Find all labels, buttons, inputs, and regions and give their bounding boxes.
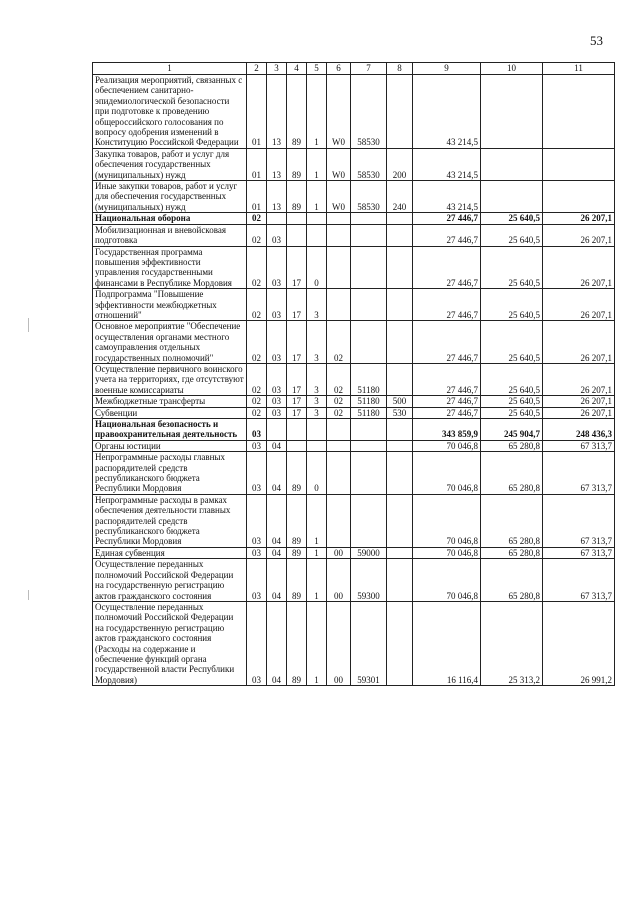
row-name-cell: Непрограммные расходы в рамках обеспечения деятельности главных распорядителей средств республиканского бюджета Республики Мордовия <box>93 494 247 547</box>
amount-2021-cell: 70 046,8 <box>413 559 481 602</box>
direction-code-cell <box>351 419 387 441</box>
column-header: 1 <box>93 63 247 75</box>
amount-2022-cell: 25 640,5 <box>481 407 543 418</box>
section-code-cell: 03 <box>247 440 267 451</box>
amount-2021-cell: 70 046,8 <box>413 452 481 495</box>
table-row <box>93 440 615 451</box>
subprogram-code-cell: 1 <box>307 547 327 558</box>
row-name-cell: Осуществление переданных полномочий Российской Федерации на государственную регистрацию актов гражданского состояния (Расходы на содержание и обеспечение функций органа государственной власти Республики Мордовия) <box>93 601 247 685</box>
table-body <box>93 75 615 686</box>
section-code-cell: 02 <box>247 224 267 246</box>
direction-code-cell: 59000 <box>351 547 387 558</box>
section-code-cell: 02 <box>247 407 267 418</box>
section-code-cell: 02 <box>247 396 267 407</box>
program-code-cell: 17 <box>287 246 307 289</box>
subsection-code-cell: 13 <box>267 181 287 213</box>
subsection-code-cell <box>267 419 287 441</box>
amount-2023-cell: 26 207,1 <box>543 213 615 224</box>
program-code-cell: 89 <box>287 75 307 149</box>
amount-2021-cell: 27 446,7 <box>413 213 481 224</box>
subprogram-code-cell: 3 <box>307 321 327 364</box>
event-code-cell <box>327 494 351 547</box>
event-code-cell <box>327 224 351 246</box>
event-code-cell <box>327 419 351 441</box>
column-header: 11 <box>543 63 615 75</box>
event-code-cell: W0 <box>327 181 351 213</box>
subprogram-code-cell: 0 <box>307 246 327 289</box>
program-code-cell: 89 <box>287 148 307 180</box>
expense-type-cell <box>387 224 413 246</box>
subsection-code-cell: 04 <box>267 440 287 451</box>
expense-type-cell <box>387 440 413 451</box>
page-number: 53 <box>590 33 603 48</box>
program-code-cell: 17 <box>287 363 307 395</box>
row-name-cell: Единая субвенция <box>93 547 247 558</box>
expense-type-cell <box>387 321 413 364</box>
subsection-code-cell: 04 <box>267 547 287 558</box>
column-header: 2 <box>247 63 267 75</box>
table-row <box>93 601 615 685</box>
table-row <box>93 321 615 364</box>
event-code-cell <box>327 440 351 451</box>
amount-2022-cell <box>481 75 543 149</box>
section-code-cell: 01 <box>247 148 267 180</box>
row-name-cell: Мобилизационная и вневойсковая подготовка <box>93 224 247 246</box>
table-row <box>93 75 615 149</box>
program-code-cell: 17 <box>287 321 307 364</box>
subsection-code-cell: 03 <box>267 363 287 395</box>
direction-code-cell <box>351 289 387 321</box>
amount-2023-cell: 26 207,1 <box>543 407 615 418</box>
amount-2021-cell: 70 046,8 <box>413 547 481 558</box>
subsection-code-cell: 13 <box>267 148 287 180</box>
row-name-cell: Основное мероприятие "Обеспечение осуществления органами местного самоуправления отдельных государственных полномочий" <box>93 321 247 364</box>
section-code-cell: 03 <box>247 452 267 495</box>
amount-2023-cell: 26 207,1 <box>543 289 615 321</box>
column-header: 5 <box>307 63 327 75</box>
amount-2022-cell: 65 280,8 <box>481 494 543 547</box>
amount-2023-cell: 26 207,1 <box>543 321 615 364</box>
amount-2022-cell: 25 640,5 <box>481 321 543 364</box>
direction-code-cell: 51180 <box>351 407 387 418</box>
scan-mark <box>28 590 29 600</box>
row-name-cell: Иные закупки товаров, работ и услуг для обеспечения государственных (муниципальных) нужд <box>93 181 247 213</box>
section-code-cell: 01 <box>247 181 267 213</box>
subprogram-code-cell <box>307 419 327 441</box>
direction-code-cell <box>351 213 387 224</box>
program-code-cell <box>287 419 307 441</box>
amount-2021-cell: 27 446,7 <box>413 407 481 418</box>
amount-2023-cell <box>543 148 615 180</box>
amount-2021-cell: 70 046,8 <box>413 440 481 451</box>
program-code-cell: 89 <box>287 452 307 495</box>
row-name-cell: Осуществление переданных полномочий Российской Федерации на государственную регистрацию актов гражданского состояния <box>93 559 247 602</box>
event-code-cell: 00 <box>327 559 351 602</box>
expense-type-cell <box>387 547 413 558</box>
amount-2023-cell <box>543 181 615 213</box>
expense-type-cell <box>387 75 413 149</box>
expense-type-cell: 530 <box>387 407 413 418</box>
amount-2023-cell <box>543 75 615 149</box>
column-header: 6 <box>327 63 351 75</box>
table-row <box>93 213 615 224</box>
direction-code-cell <box>351 246 387 289</box>
subprogram-code-cell: 3 <box>307 363 327 395</box>
direction-code-cell <box>351 452 387 495</box>
direction-code-cell: 58530 <box>351 181 387 213</box>
column-header: 9 <box>413 63 481 75</box>
direction-code-cell: 59300 <box>351 559 387 602</box>
amount-2023-cell: 67 313,7 <box>543 452 615 495</box>
subsection-code-cell <box>267 213 287 224</box>
amount-2022-cell: 65 280,8 <box>481 559 543 602</box>
subsection-code-cell: 03 <box>267 396 287 407</box>
subprogram-code-cell: 1 <box>307 75 327 149</box>
amount-2023-cell: 26 207,1 <box>543 363 615 395</box>
amount-2023-cell: 26 991,2 <box>543 601 615 685</box>
expense-type-cell <box>387 452 413 495</box>
expense-type-cell <box>387 601 413 685</box>
amount-2021-cell: 16 116,4 <box>413 601 481 685</box>
subprogram-code-cell <box>307 224 327 246</box>
expense-type-cell <box>387 494 413 547</box>
amount-2022-cell: 245 904,7 <box>481 419 543 441</box>
table-row <box>93 494 615 547</box>
subsection-code-cell: 13 <box>267 75 287 149</box>
table-row <box>93 289 615 321</box>
section-code-cell: 03 <box>247 494 267 547</box>
table-row <box>93 407 615 418</box>
table-row <box>93 559 615 602</box>
direction-code-cell: 58530 <box>351 75 387 149</box>
amount-2023-cell: 248 436,3 <box>543 419 615 441</box>
event-code-cell: 02 <box>327 407 351 418</box>
event-code-cell <box>327 289 351 321</box>
program-code-cell: 89 <box>287 601 307 685</box>
amount-2021-cell: 43 214,5 <box>413 75 481 149</box>
subsection-code-cell: 03 <box>267 246 287 289</box>
subprogram-code-cell: 0 <box>307 452 327 495</box>
amount-2023-cell: 26 207,1 <box>543 224 615 246</box>
event-code-cell: 00 <box>327 601 351 685</box>
subsection-code-cell: 04 <box>267 601 287 685</box>
table-row <box>93 148 615 180</box>
subprogram-code-cell: 1 <box>307 559 327 602</box>
row-name-cell: Закупка товаров, работ и услуг для обеспечения государственных (муниципальных) нужд <box>93 148 247 180</box>
amount-2022-cell: 25 640,5 <box>481 363 543 395</box>
amount-2022-cell: 25 640,5 <box>481 396 543 407</box>
program-code-cell: 89 <box>287 559 307 602</box>
expense-type-cell: 200 <box>387 148 413 180</box>
row-name-cell: Непрограммные расходы главных распорядителей средств республиканского бюджета Республики Мордовия <box>93 452 247 495</box>
amount-2023-cell: 67 313,7 <box>543 494 615 547</box>
amount-2021-cell: 27 446,7 <box>413 224 481 246</box>
subsection-code-cell: 04 <box>267 452 287 495</box>
amount-2021-cell: 27 446,7 <box>413 321 481 364</box>
event-code-cell: 02 <box>327 363 351 395</box>
subprogram-code-cell: 1 <box>307 601 327 685</box>
table-row <box>93 547 615 558</box>
section-code-cell: 02 <box>247 321 267 364</box>
amount-2022-cell: 65 280,8 <box>481 547 543 558</box>
subsection-code-cell: 03 <box>267 289 287 321</box>
amount-2021-cell: 343 859,9 <box>413 419 481 441</box>
expense-type-cell <box>387 213 413 224</box>
expense-type-cell <box>387 419 413 441</box>
amount-2022-cell: 25 640,5 <box>481 289 543 321</box>
table-row <box>93 452 615 495</box>
table-row <box>93 181 615 213</box>
row-name-cell: Национальная оборона <box>93 213 247 224</box>
amount-2022-cell: 65 280,8 <box>481 440 543 451</box>
direction-code-cell: 59301 <box>351 601 387 685</box>
amount-2021-cell: 43 214,5 <box>413 181 481 213</box>
subprogram-code-cell: 3 <box>307 407 327 418</box>
section-code-cell: 02 <box>247 246 267 289</box>
amount-2023-cell: 67 313,7 <box>543 559 615 602</box>
table-row <box>93 419 615 441</box>
subsection-code-cell: 03 <box>267 224 287 246</box>
amount-2021-cell: 27 446,7 <box>413 246 481 289</box>
row-name-cell: Государственная программа повышения эффективности управления государственными финансами в Республике Мордовия <box>93 246 247 289</box>
header-row <box>93 63 615 75</box>
direction-code-cell: 58530 <box>351 148 387 180</box>
section-code-cell: 02 <box>247 363 267 395</box>
section-code-cell: 03 <box>247 547 267 558</box>
subprogram-code-cell: 1 <box>307 494 327 547</box>
column-header: 7 <box>351 63 387 75</box>
event-code-cell: 00 <box>327 547 351 558</box>
amount-2023-cell: 67 313,7 <box>543 440 615 451</box>
section-code-cell: 03 <box>247 601 267 685</box>
row-name-cell: Осуществление первичного воинского учета на территориях, где отсутствуют военные комиссариаты <box>93 363 247 395</box>
row-name-cell: Органы юстиции <box>93 440 247 451</box>
subprogram-code-cell <box>307 440 327 451</box>
subprogram-code-cell: 3 <box>307 289 327 321</box>
direction-code-cell <box>351 224 387 246</box>
program-code-cell <box>287 213 307 224</box>
amount-2022-cell: 25 640,5 <box>481 213 543 224</box>
program-code-cell: 17 <box>287 407 307 418</box>
program-code-cell: 17 <box>287 289 307 321</box>
subprogram-code-cell: 3 <box>307 396 327 407</box>
amount-2023-cell: 67 313,7 <box>543 547 615 558</box>
table-row <box>93 396 615 407</box>
program-code-cell: 89 <box>287 494 307 547</box>
section-code-cell: 03 <box>247 559 267 602</box>
amount-2021-cell: 70 046,8 <box>413 494 481 547</box>
section-code-cell: 02 <box>247 289 267 321</box>
table-row <box>93 224 615 246</box>
event-code-cell: 02 <box>327 396 351 407</box>
section-code-cell: 01 <box>247 75 267 149</box>
expense-type-cell <box>387 559 413 602</box>
amount-2022-cell: 25 313,2 <box>481 601 543 685</box>
amount-2022-cell <box>481 148 543 180</box>
expense-type-cell: 240 <box>387 181 413 213</box>
subsection-code-cell: 04 <box>267 494 287 547</box>
direction-code-cell: 51180 <box>351 396 387 407</box>
section-code-cell: 02 <box>247 213 267 224</box>
event-code-cell: 02 <box>327 321 351 364</box>
event-code-cell: W0 <box>327 75 351 149</box>
table-row <box>93 363 615 395</box>
direction-code-cell <box>351 440 387 451</box>
row-name-cell: Подпрограмма "Повышение эффективности межбюджетных отношений" <box>93 289 247 321</box>
amount-2021-cell: 43 214,5 <box>413 148 481 180</box>
amount-2023-cell: 26 207,1 <box>543 246 615 289</box>
program-code-cell <box>287 224 307 246</box>
amount-2021-cell: 27 446,7 <box>413 363 481 395</box>
budget-table <box>92 62 615 686</box>
subprogram-code-cell: 1 <box>307 148 327 180</box>
program-code-cell <box>287 440 307 451</box>
subsection-code-cell: 03 <box>267 321 287 364</box>
amount-2022-cell: 65 280,8 <box>481 452 543 495</box>
program-code-cell: 89 <box>287 547 307 558</box>
expense-type-cell <box>387 289 413 321</box>
subprogram-code-cell: 1 <box>307 181 327 213</box>
direction-code-cell <box>351 494 387 547</box>
section-code-cell: 03 <box>247 419 267 441</box>
event-code-cell <box>327 213 351 224</box>
amount-2021-cell: 27 446,7 <box>413 396 481 407</box>
scan-mark <box>28 318 29 332</box>
expense-type-cell <box>387 246 413 289</box>
column-header: 10 <box>481 63 543 75</box>
row-name-cell: Межбюджетные трансферты <box>93 396 247 407</box>
row-name-cell: Национальная безопасность и правоохранительная деятельность <box>93 419 247 441</box>
column-header: 8 <box>387 63 413 75</box>
event-code-cell <box>327 452 351 495</box>
subsection-code-cell: 04 <box>267 559 287 602</box>
amount-2022-cell: 25 640,5 <box>481 246 543 289</box>
table-row <box>93 246 615 289</box>
expense-type-cell <box>387 363 413 395</box>
amount-2022-cell: 25 640,5 <box>481 224 543 246</box>
row-name-cell: Реализация мероприятий, связанных с обеспечением санитарно-эпидемиологической безопасности при подготовке к проведению общероссийского голосования по вопросу одобрения изменений в Конституцию Российской Федерации <box>93 75 247 149</box>
direction-code-cell: 51180 <box>351 363 387 395</box>
row-name-cell: Субвенции <box>93 407 247 418</box>
subsection-code-cell: 03 <box>267 407 287 418</box>
direction-code-cell <box>351 321 387 364</box>
event-code-cell <box>327 246 351 289</box>
event-code-cell: W0 <box>327 148 351 180</box>
amount-2023-cell: 26 207,1 <box>543 396 615 407</box>
amount-2022-cell <box>481 181 543 213</box>
column-header: 4 <box>287 63 307 75</box>
subprogram-code-cell <box>307 213 327 224</box>
column-header: 3 <box>267 63 287 75</box>
expense-type-cell: 500 <box>387 396 413 407</box>
amount-2021-cell: 27 446,7 <box>413 289 481 321</box>
program-code-cell: 89 <box>287 181 307 213</box>
program-code-cell: 17 <box>287 396 307 407</box>
